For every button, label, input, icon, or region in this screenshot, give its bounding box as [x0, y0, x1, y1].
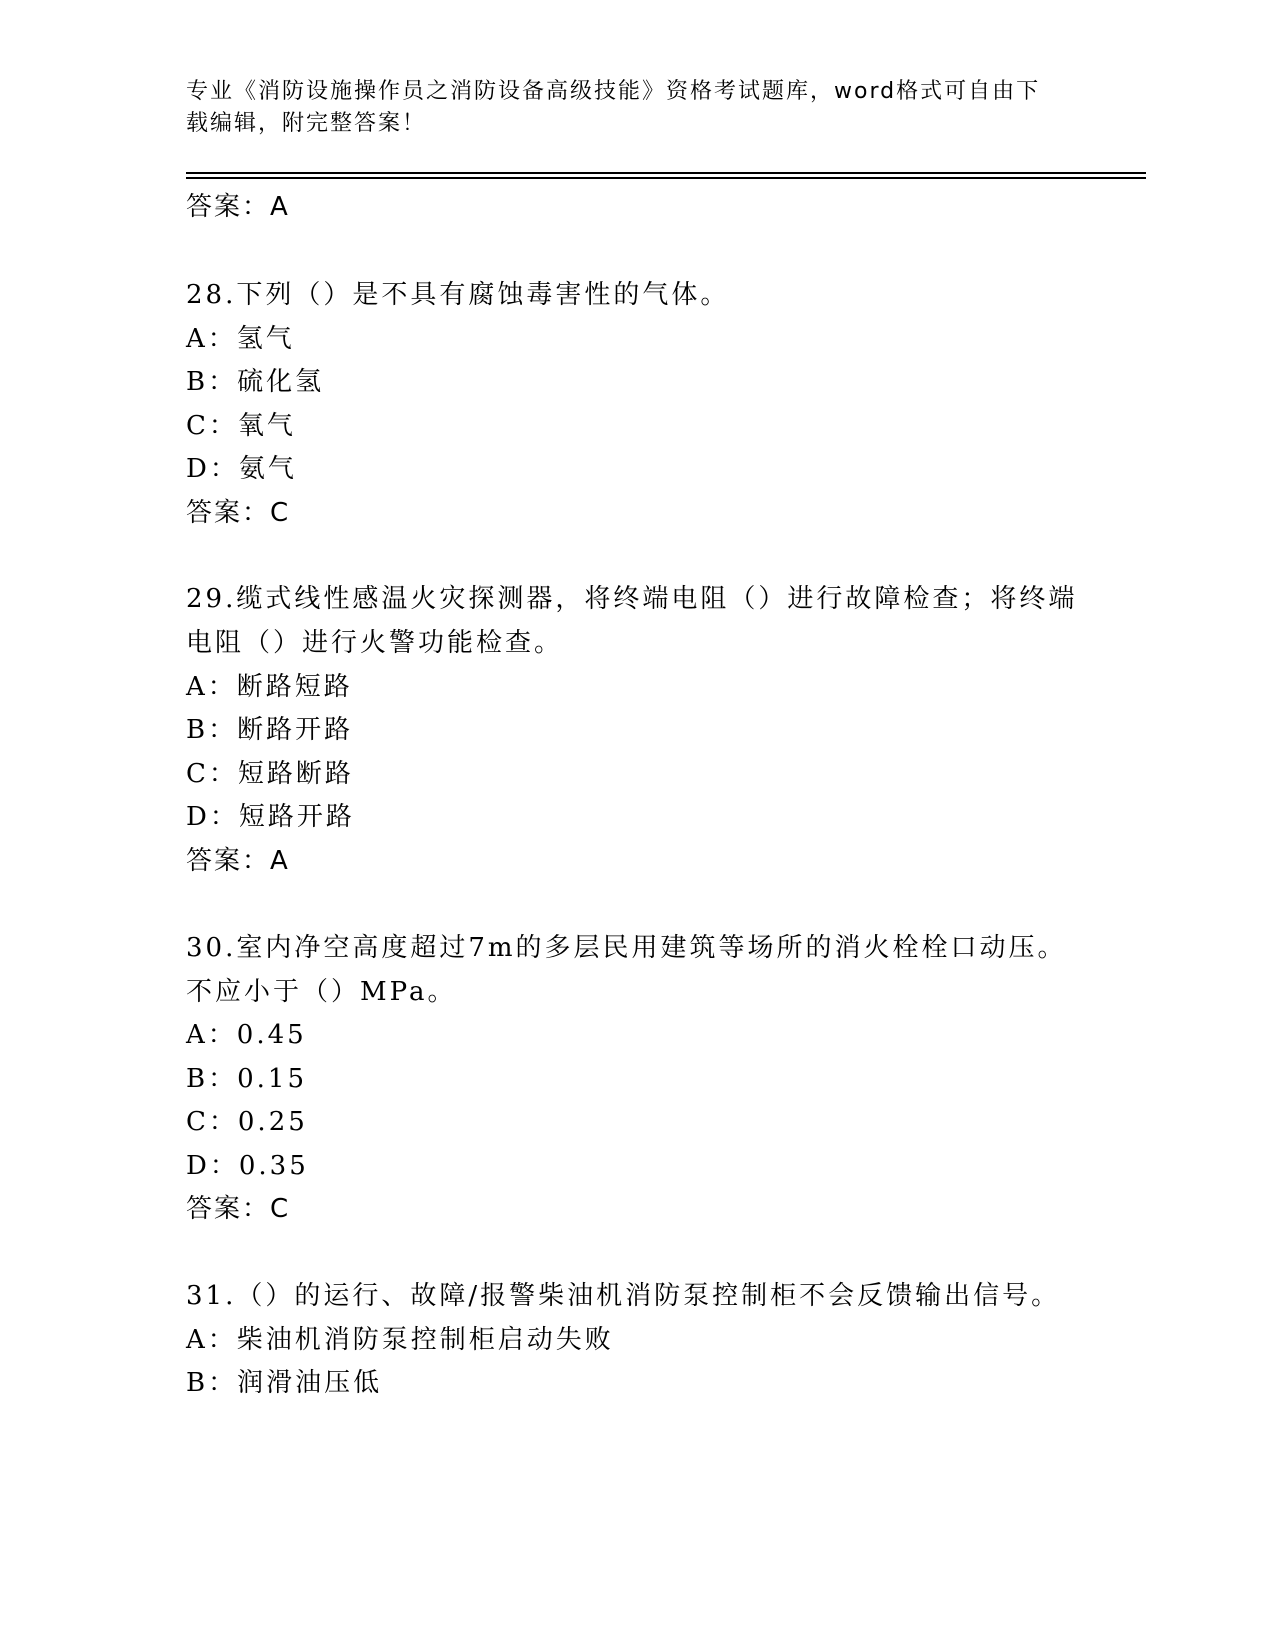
- header-text-line-2: 载编辑，附完整答案！: [186, 111, 427, 136]
- answer-line: 答案：A: [186, 192, 290, 222]
- question-29-answer: 答案：A: [186, 846, 290, 876]
- question-31-option-a: A：柴油机消防泵控制柜启动失败: [186, 1325, 614, 1355]
- question-29-text-line-1: 29.缆式线性感温火灾探测器，将终端电阻（）进行故障检查；将终端: [186, 584, 1078, 614]
- question-28-option-b: B：硫化氢: [186, 367, 325, 397]
- question-29-option-b: B：断路开路: [186, 715, 354, 745]
- question-30-text-line-1: 30.室内净空高度超过7m的多层民用建筑等场所的消火栓栓口动压。: [186, 933, 1067, 963]
- question-28-text: 28.下列（）是不具有腐蚀毒害性的气体。: [186, 280, 730, 310]
- header-text-line-1: 专业《消防设施操作员之消防设备高级技能》资格考试题库，word格式可自由下: [186, 79, 1041, 104]
- question-30-answer: 答案：C: [186, 1194, 291, 1224]
- question-28-option-c: C：氧气: [186, 411, 296, 441]
- question-28-answer: 答案：C: [186, 498, 291, 528]
- question-30-text-line-2: 不应小于（）MPa。: [186, 977, 457, 1007]
- question-30-option-d: D：0.35: [186, 1151, 309, 1181]
- question-29-option-a: A：断路短路: [186, 672, 353, 702]
- question-29-text-line-2: 电阻（）进行火警功能检查。: [186, 628, 564, 658]
- question-28-option-d: D：氨气: [186, 454, 297, 484]
- question-29-option-d: D：短路开路: [186, 802, 355, 832]
- question-29-option-c: C：短路断路: [186, 759, 354, 789]
- question-30-option-b: B：0.15: [186, 1064, 307, 1094]
- header-rule-top: [186, 172, 1146, 174]
- question-28-option-a: A：氢气: [186, 324, 295, 354]
- question-30-option-a: A：0.45: [186, 1020, 307, 1050]
- header-rule-bottom: [186, 177, 1146, 179]
- question-30-option-c: C：0.25: [186, 1107, 308, 1137]
- question-31-option-b: B：润滑油压低: [186, 1368, 383, 1398]
- question-31-text: 31.（）的运行、故障/报警柴油机消防泵控制柜不会反馈输出信号。: [186, 1281, 1061, 1311]
